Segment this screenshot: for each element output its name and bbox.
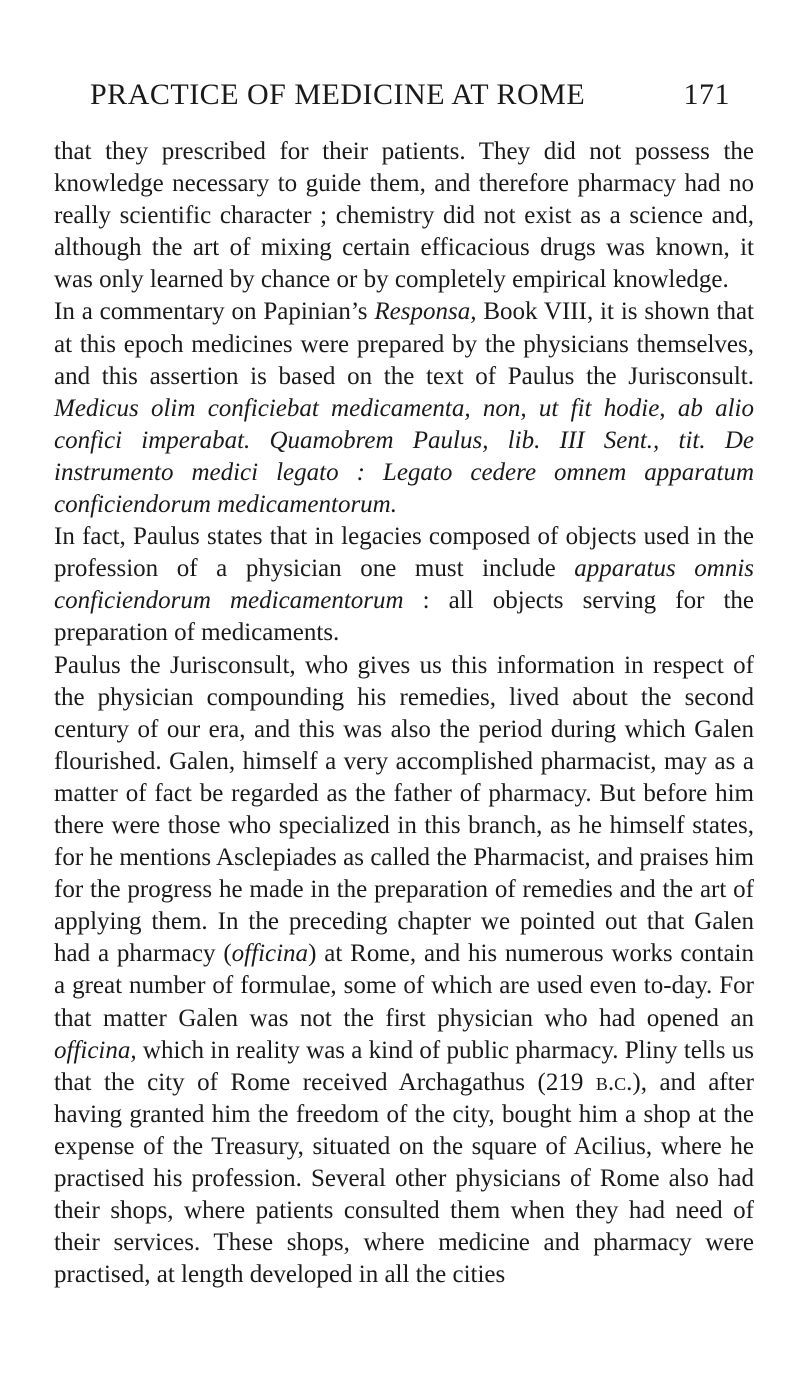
latin-quotation: Medicus olim conficiebat medicamenta, non, ut fit hodie, ab alio confici imperabat. Quamobrem Paulus, lib. III Sent., tit. De instrumento medici legato : Legato cedere omnem apparatum conficiendorum medicamentorum.: [54, 394, 754, 519]
paragraph-4: [54, 650, 754, 1292]
text-run: Book VIII, it is shown that at this epoch medicines were prepared by the physicians themselves, and this assertion is based on the text of Paulus the Jurisconsult.: [54, 298, 754, 390]
latin-term: officina: [231, 940, 309, 968]
running-header: [90, 78, 730, 112]
page-number: 171: [683, 78, 730, 111]
paragraph-2: [54, 296, 754, 521]
running-title: PRACTICE OF MEDICINE AT ROME: [90, 78, 586, 111]
text-run: which in reality was a kind of public pharmacy. Pliny tells us that the city of Rome received Archagathus (219: [54, 1036, 754, 1096]
body-text: [54, 136, 754, 1291]
text-run: In a commentary on Papinian’s: [54, 298, 375, 326]
text-run: ) at Rome, and his numerous works contain a great number of formulae, some of which are used even to-day. For that matter Galen was not the first physician who had opened an: [54, 940, 754, 1032]
paragraph-3: [54, 521, 754, 649]
paragraph-1: [54, 136, 754, 296]
text-run: that they prescribed for their patients. They did not possess the knowledge necessary to guide them, and therefore pharmacy had no really scientific character ; chemistry did not exist as a science and, although the art of mixing certain efficacious drugs was known, it was only learned by chance or by completely empirical knowledge.: [54, 138, 754, 294]
latin-term: officina,: [54, 1036, 137, 1064]
era-abbreviation: b.c.: [595, 1068, 633, 1096]
italic-title: Responsa,: [374, 298, 477, 326]
text-run: ), and after having granted him the freedom of the city, bought him a shop at the expense of the Treasury, situated on the square of Acilius, where he practised his profession. Several other physicians of Rome also had their shops, where patients consulted them when they had need of their services. These shops, where medicine and pharmacy were practised, at length developed in all the cities: [54, 1068, 754, 1289]
text-run: Paulus the Jurisconsult, who gives us this information in respect of the physician compounding his remedies, lived about the second century of our era, and this was also the period during which Galen flourished. Galen, himself a very accomplished pharmacist, may as a matter of fact be regarded as the father of pharmacy. But before him there were those who specialized in this branch, as he himself states, for he mentions Asclepiades as called the Pharmacist, and praises him for the progress he made in the preparation of remedies and the art of applying them. In the preceding chapter we pointed out that Galen had a pharmacy (: [54, 651, 754, 968]
text-run: In fact, Paulus states that in legacies composed of objects used in the profession of a physician one must include: [54, 523, 754, 583]
latin-phrase: apparatus omnis conficiendorum medicamentorum: [54, 555, 754, 615]
text-run: : all objects serving for the preparation of medicaments.: [54, 587, 754, 647]
